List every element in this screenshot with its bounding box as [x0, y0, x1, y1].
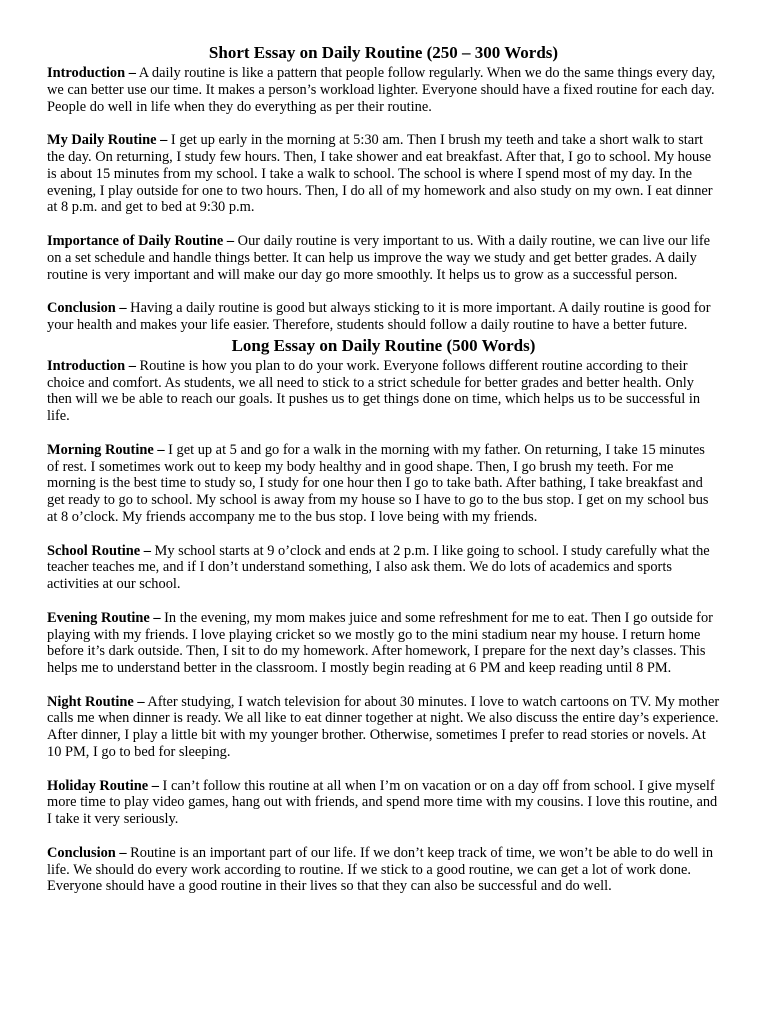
paragraph-text: After studying, I watch television for about 30 minutes. I love to watch cartoons on TV. My mother calls me when dinner is ready. We all like to eat dinner together at night. We also discuss the entire day’s experience. After dinner, I play a little bit with my younger brother. Otherwise, sometimes I prefer to read stories or novels. At 10 PM, I go to bed for sleeping.: [47, 693, 720, 761]
paragraph-text: Routine is an important part of our life. If we don’t keep track of time, we won’t be able to do well in life. We should do every work according to routine. If we stick to a good routine, we can get a lot of work done. Everyone should have a good routine in their lives so that they can also be successful and do well.: [47, 844, 714, 895]
paragraph-text: I get up at 5 and go for a walk in the morning with my father. On returning, I take 15 minutes of rest. I sometimes work out to keep my body healthy and in good shape. Then, I go brush my teeth. For me morning is the best time to study so, I study for one hour then I go to take bath. After bathing, I take breakfast and get ready to go to school. My school is away from my house so I have to go to the bus stop. I get on my school bus at 8 o’clock. My friends accompany me to the bus stop. I love being with my friends.: [47, 441, 709, 525]
long-conclusion-paragraph: [47, 845, 720, 895]
short-my-daily-routine-paragraph: [47, 132, 720, 216]
paragraph-text: I get up early in the morning at 5:30 am. Then I brush my teeth and take a short walk to start the day. On returning, I study few hours. Then, I take shower and eat breakfast. After that, I go to school. My house is about 15 minutes from my school. I take a walk to school. The school is where I spend most of my day. In the evening, I play outside for one to two hours. Then, I do all of my homework and also study on my own. I eat dinner at 8 p.m. and get to bed at 9:30 p.m.: [47, 132, 713, 216]
long-intro-paragraph: [47, 358, 720, 425]
paragraph-text: I can’t follow this routine at all when I’m on vacation or on a day off from school. I give myself more time to play video games, hang out with friends, and spend more time with my cousins. I love this routine, and I take it very seriously.: [47, 777, 718, 828]
long-evening-routine-paragraph: [47, 610, 720, 677]
paragraph-text: Having a daily routine is good but always sticking to it is more important. A daily routine is good for your health and makes your life easier. Therefore, students should follow a daily routine to have a better future.: [47, 300, 711, 333]
short-intro-paragraph: [47, 65, 720, 115]
paragraph-text: Our daily routine is very important to us. With a daily routine, we can live our life on a set schedule and handle things better. It can help us improve the way we study and get better grades. A daily routine is very important and will make our day go more smoothly. It helps us to grow as a successful person.: [47, 232, 711, 283]
paragraph-heading: Conclusion –: [47, 300, 127, 317]
short-essay: [47, 65, 720, 334]
paragraph-text: Routine is how you plan to do your work. Everyone follows different routine according to their choice and comfort. As students, we all need to stick to a strict schedule for better grades and better health. Only then will we be able to reach our goals. It pushes us to get things done on time, which helps us to be successful in life.: [47, 357, 701, 425]
paragraph-heading: School Routine –: [47, 542, 151, 559]
paragraph-text: My school starts at 9 o’clock and ends at 2 p.m. I like going to school. I study carefully what the teacher teaches me, and if I don’t understand something, I also ask them. We do lots of academics and sports activities at our school.: [47, 542, 710, 593]
paragraph-heading: Evening Routine –: [47, 609, 161, 626]
paragraph-heading: Night Routine –: [47, 693, 145, 710]
long-essay-title: Long Essay on Daily Routine (500 Words): [231, 335, 536, 355]
long-essay: [47, 358, 720, 896]
paragraph-text: In the evening, my mom makes juice and some refreshment for me to eat. Then I go outside for playing with my friends. I love playing cricket so we mostly go to the mini stadium near my house. I return home before it’s dark outside. Then, I sit to do my homework. After homework, I prepare for the next day’s classes. This helps me to understand better in the classroom. I mostly begin reading at 6 PM and keep reading until 8 PM.: [47, 609, 713, 677]
long-night-routine-paragraph: [47, 694, 720, 761]
paragraph-heading: Introduction –: [47, 357, 136, 374]
paragraph-heading: Morning Routine –: [47, 441, 165, 458]
short-conclusion-paragraph: [47, 300, 720, 334]
paragraph-heading: Holiday Routine –: [47, 777, 159, 794]
paragraph-text: A daily routine is like a pattern that people follow regularly. When we do the same things every day, we can better use our time. It makes a person’s workload lighter. Everyone should have a fixed routine for each day. People do well in life when they do everything as per their routine.: [47, 65, 716, 115]
long-holiday-routine-paragraph: [47, 778, 720, 828]
long-morning-routine-paragraph: [47, 442, 720, 526]
paragraph-heading: Introduction –: [47, 65, 136, 81]
paragraph-heading: My Daily Routine –: [47, 132, 168, 149]
paragraph-heading: Importance of Daily Routine –: [47, 232, 235, 249]
paragraph-heading: Conclusion –: [47, 844, 127, 861]
long-school-routine-paragraph: [47, 543, 720, 593]
short-essay-title: Short Essay on Daily Routine (250 – 300 Words): [208, 43, 559, 62]
short-importance-paragraph: [47, 233, 720, 283]
